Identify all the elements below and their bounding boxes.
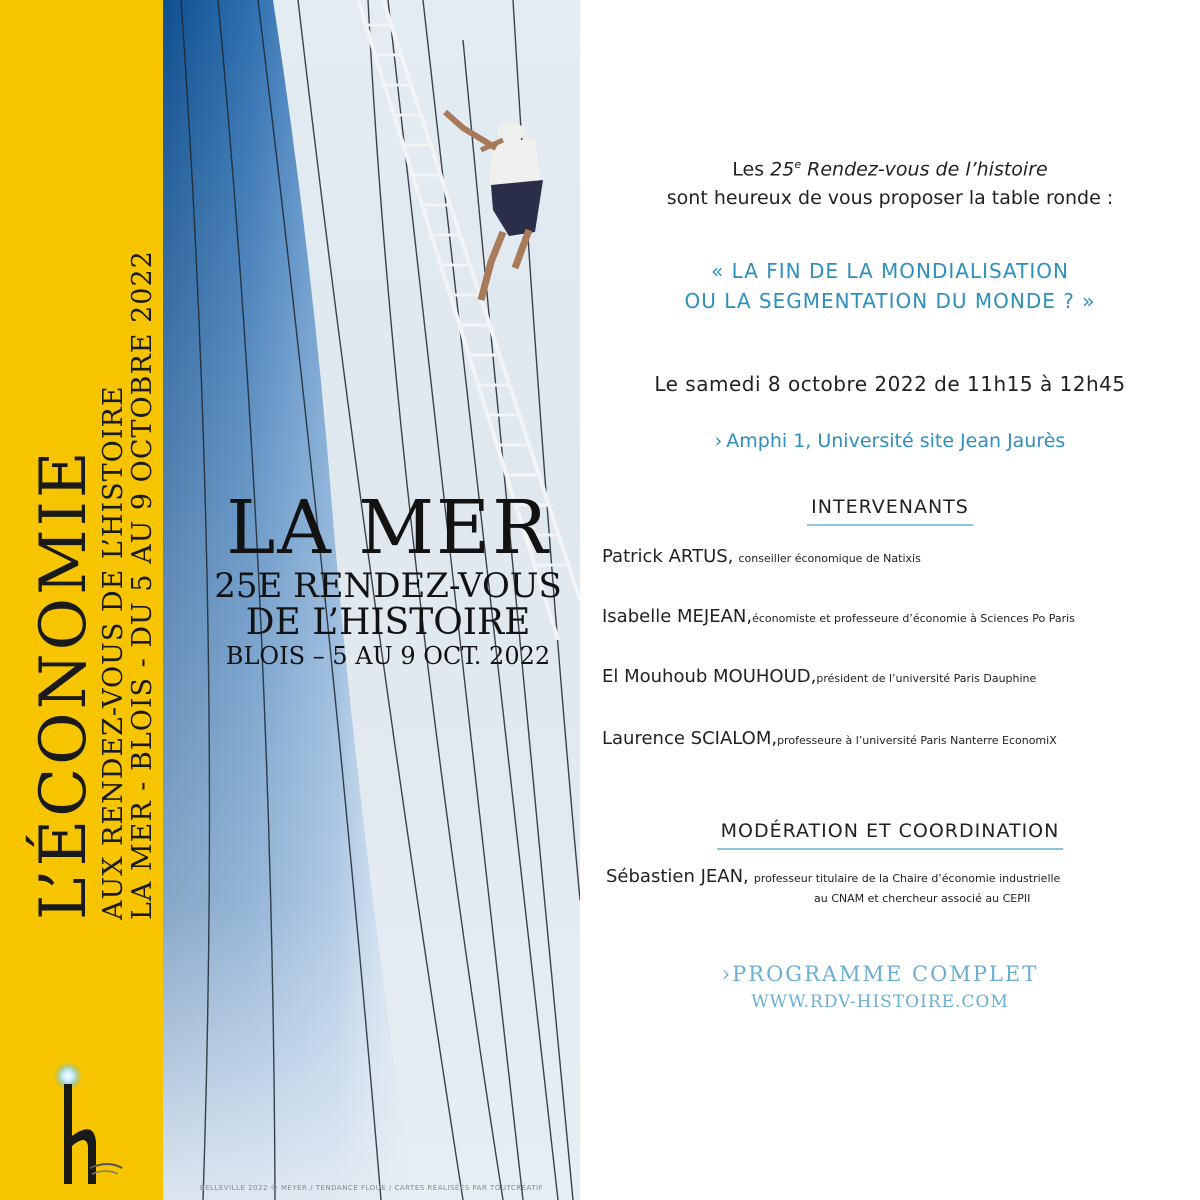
poster-credit: BELLEVILLE 2022 © MEYER / TENDANCE FLOUE / CARTES RÉALISÉES PAR TOUTCRÉATIF	[199, 1184, 544, 1192]
program-link[interactable]	[580, 962, 1180, 986]
side-band-subtitle: AUX RENDEZ-VOUS DE L’HISTOIRE	[98, 385, 129, 920]
poster-edition: 25E RENDEZ-VOUS	[214, 566, 562, 606]
edition-name: Rendez-vous de l’histoire	[801, 158, 1048, 181]
side-band-text	[26, 20, 156, 1070]
moderator-item	[606, 866, 1196, 905]
intro-prefix: Les	[732, 158, 771, 181]
speaker-name: Patrick ARTUS,	[602, 546, 734, 567]
poster-title-block	[203, 485, 573, 670]
moderator-role: professeur titulaire de la Chaire d’économie industrielle	[753, 872, 1061, 885]
speaker-item	[602, 728, 1192, 749]
program-link-text: PROGRAMME COMPLET	[732, 962, 1039, 986]
speaker-role: président de l’université Paris Dauphine	[816, 672, 1037, 685]
poster-image	[163, 0, 580, 1200]
poster-event-name: DE L’HISTOIRE	[245, 602, 531, 643]
moderation-heading	[580, 820, 1200, 850]
intro-text	[580, 150, 1200, 213]
intro-line2: sont heureux de vous proposer la table ronde :	[666, 187, 1114, 210]
speaker-role: économiste et professeure d’économie à Sciences Po Paris	[752, 612, 1075, 625]
speaker-item	[602, 666, 1192, 687]
program-link-block[interactable]	[580, 962, 1180, 1012]
speaker-item	[602, 546, 1192, 567]
event-date: Le samedi 8 octobre 2022 de 11h15 à 12h45	[654, 372, 1126, 396]
speakers-heading	[580, 496, 1200, 526]
round-table-title-line2: OU LA SEGMENTATION DU MONDE ? »	[684, 289, 1096, 313]
speaker-name: El Mouhoub MOUHOUD,	[602, 666, 817, 687]
edition-number: 25	[770, 158, 795, 181]
speakers-heading-text: INTERVENANTS	[807, 496, 973, 526]
round-table-title-line1: « LA FIN DE LA MONDIALISATION	[711, 259, 1069, 283]
venue-text: Amphi 1, Université site Jean Jaurès	[726, 430, 1066, 452]
speaker-name: Laurence SCIALOM,	[602, 728, 778, 749]
poster-title: LA MER	[226, 485, 550, 571]
intro-line1	[580, 150, 1200, 184]
speaker-name: Isabelle MEJEAN,	[602, 606, 753, 627]
moderator-role-line2: au CNAM et chercheur associé au CEPII	[814, 892, 1031, 905]
moderator-name: Sébastien JEAN,	[606, 866, 749, 887]
edition-sup: e	[794, 158, 802, 171]
chevron-right-icon: ›	[714, 430, 723, 452]
round-table-title	[580, 256, 1200, 316]
website-link[interactable]: WWW.RDV-HISTOIRE.COM	[751, 992, 1009, 1012]
side-band-title: L’ÉCONOMIE	[27, 448, 101, 920]
speaker-item	[602, 606, 1192, 627]
speaker-role: professeure à l’université Paris Nanterre EconomiX	[777, 734, 1057, 747]
moderation-heading-text: MODÉRATION ET COORDINATION	[717, 820, 1064, 850]
climber	[445, 112, 543, 300]
chevron-right-icon: ›	[721, 962, 733, 986]
side-band	[0, 0, 163, 1200]
event-venue	[580, 430, 1200, 452]
poster-dates: BLOIS – 5 AU 9 OCT. 2022	[225, 642, 551, 670]
rendez-vous-logo-icon	[50, 1050, 130, 1190]
side-band-dates: LA MER - BLOIS - DU 5 AU 9 OCTOBRE 2022	[127, 250, 158, 920]
event-details	[580, 0, 1200, 1200]
speaker-role: conseiller économique de Natixis	[738, 552, 921, 565]
